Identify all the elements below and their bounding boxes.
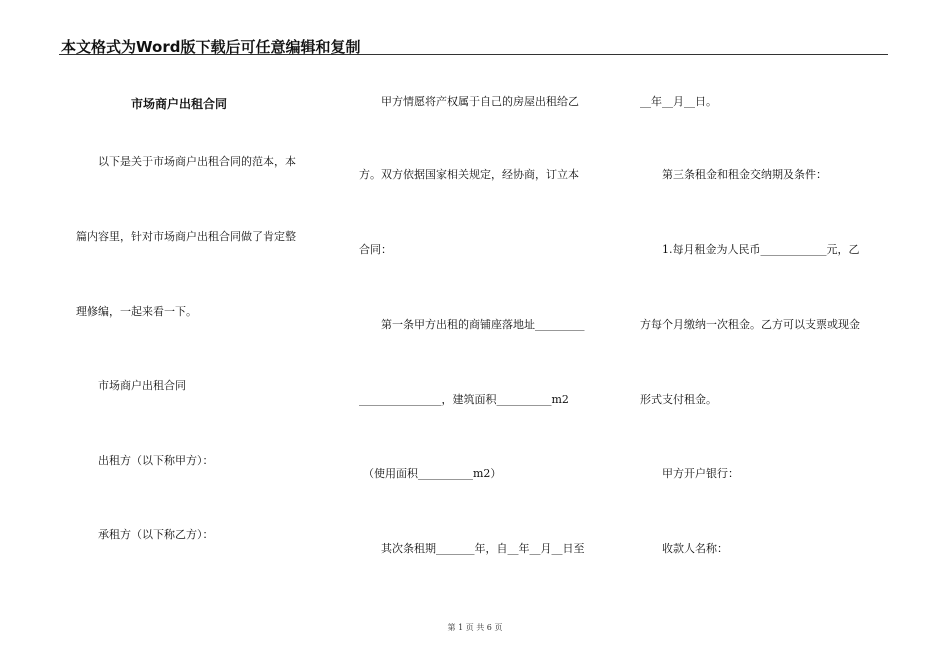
paragraph-line: 收款人名称： bbox=[662, 542, 728, 555]
paragraph-line: 承租方（以下称乙方）： bbox=[98, 528, 214, 541]
paragraph-line: 市场商户出租合同 bbox=[98, 379, 186, 392]
paragraph-line: 甲方情愿将产权属于自己的房屋出租给乙 bbox=[381, 95, 579, 108]
paragraph-line: 甲方开户银行： bbox=[662, 467, 739, 480]
paragraph-line: __年__月__日。 bbox=[640, 95, 717, 108]
paragraph-line: （使用面积__________m2） bbox=[363, 467, 502, 480]
paragraph-line: 出租方（以下称甲方）： bbox=[98, 454, 214, 467]
paragraph-line: _______________，建筑面积__________m2 bbox=[359, 393, 569, 406]
paragraph-line: 方。双方依据国家相关规定，经协商，订立本 bbox=[359, 168, 579, 181]
paragraph-line: 方每个月缴纳一次租金。乙方可以支票或现金 bbox=[640, 318, 860, 331]
page-number: 第 1 页 共 6 页 bbox=[447, 623, 503, 632]
paragraph-line: 合同： bbox=[359, 243, 392, 256]
paragraph-line: 第一条甲方出租的商铺座落地址_________ bbox=[381, 318, 585, 331]
paragraph-line: 理修编，一起来看一下。 bbox=[76, 305, 197, 318]
paragraph-line: 1.每月租金为人民币____________元，乙 bbox=[662, 243, 860, 256]
paragraph-line: 形式支付租金。 bbox=[640, 393, 717, 406]
paragraph-line: 篇内容里，针对市场商户出租合同做了肯定整 bbox=[76, 230, 296, 243]
paragraph-line: 第三条租金和租金交纳期及条件： bbox=[662, 168, 827, 181]
paragraph-line: 以下是关于市场商户出租合同的范本，本 bbox=[98, 155, 296, 168]
header-divider bbox=[59, 54, 888, 55]
document-banner: 本文格式为Word版下载后可任意编辑和复制 bbox=[61, 38, 361, 56]
paragraph-line: 其次条租期_______年，自__年__月__日至 bbox=[381, 542, 585, 555]
document-title: 市场商户出租合同 bbox=[131, 97, 228, 111]
